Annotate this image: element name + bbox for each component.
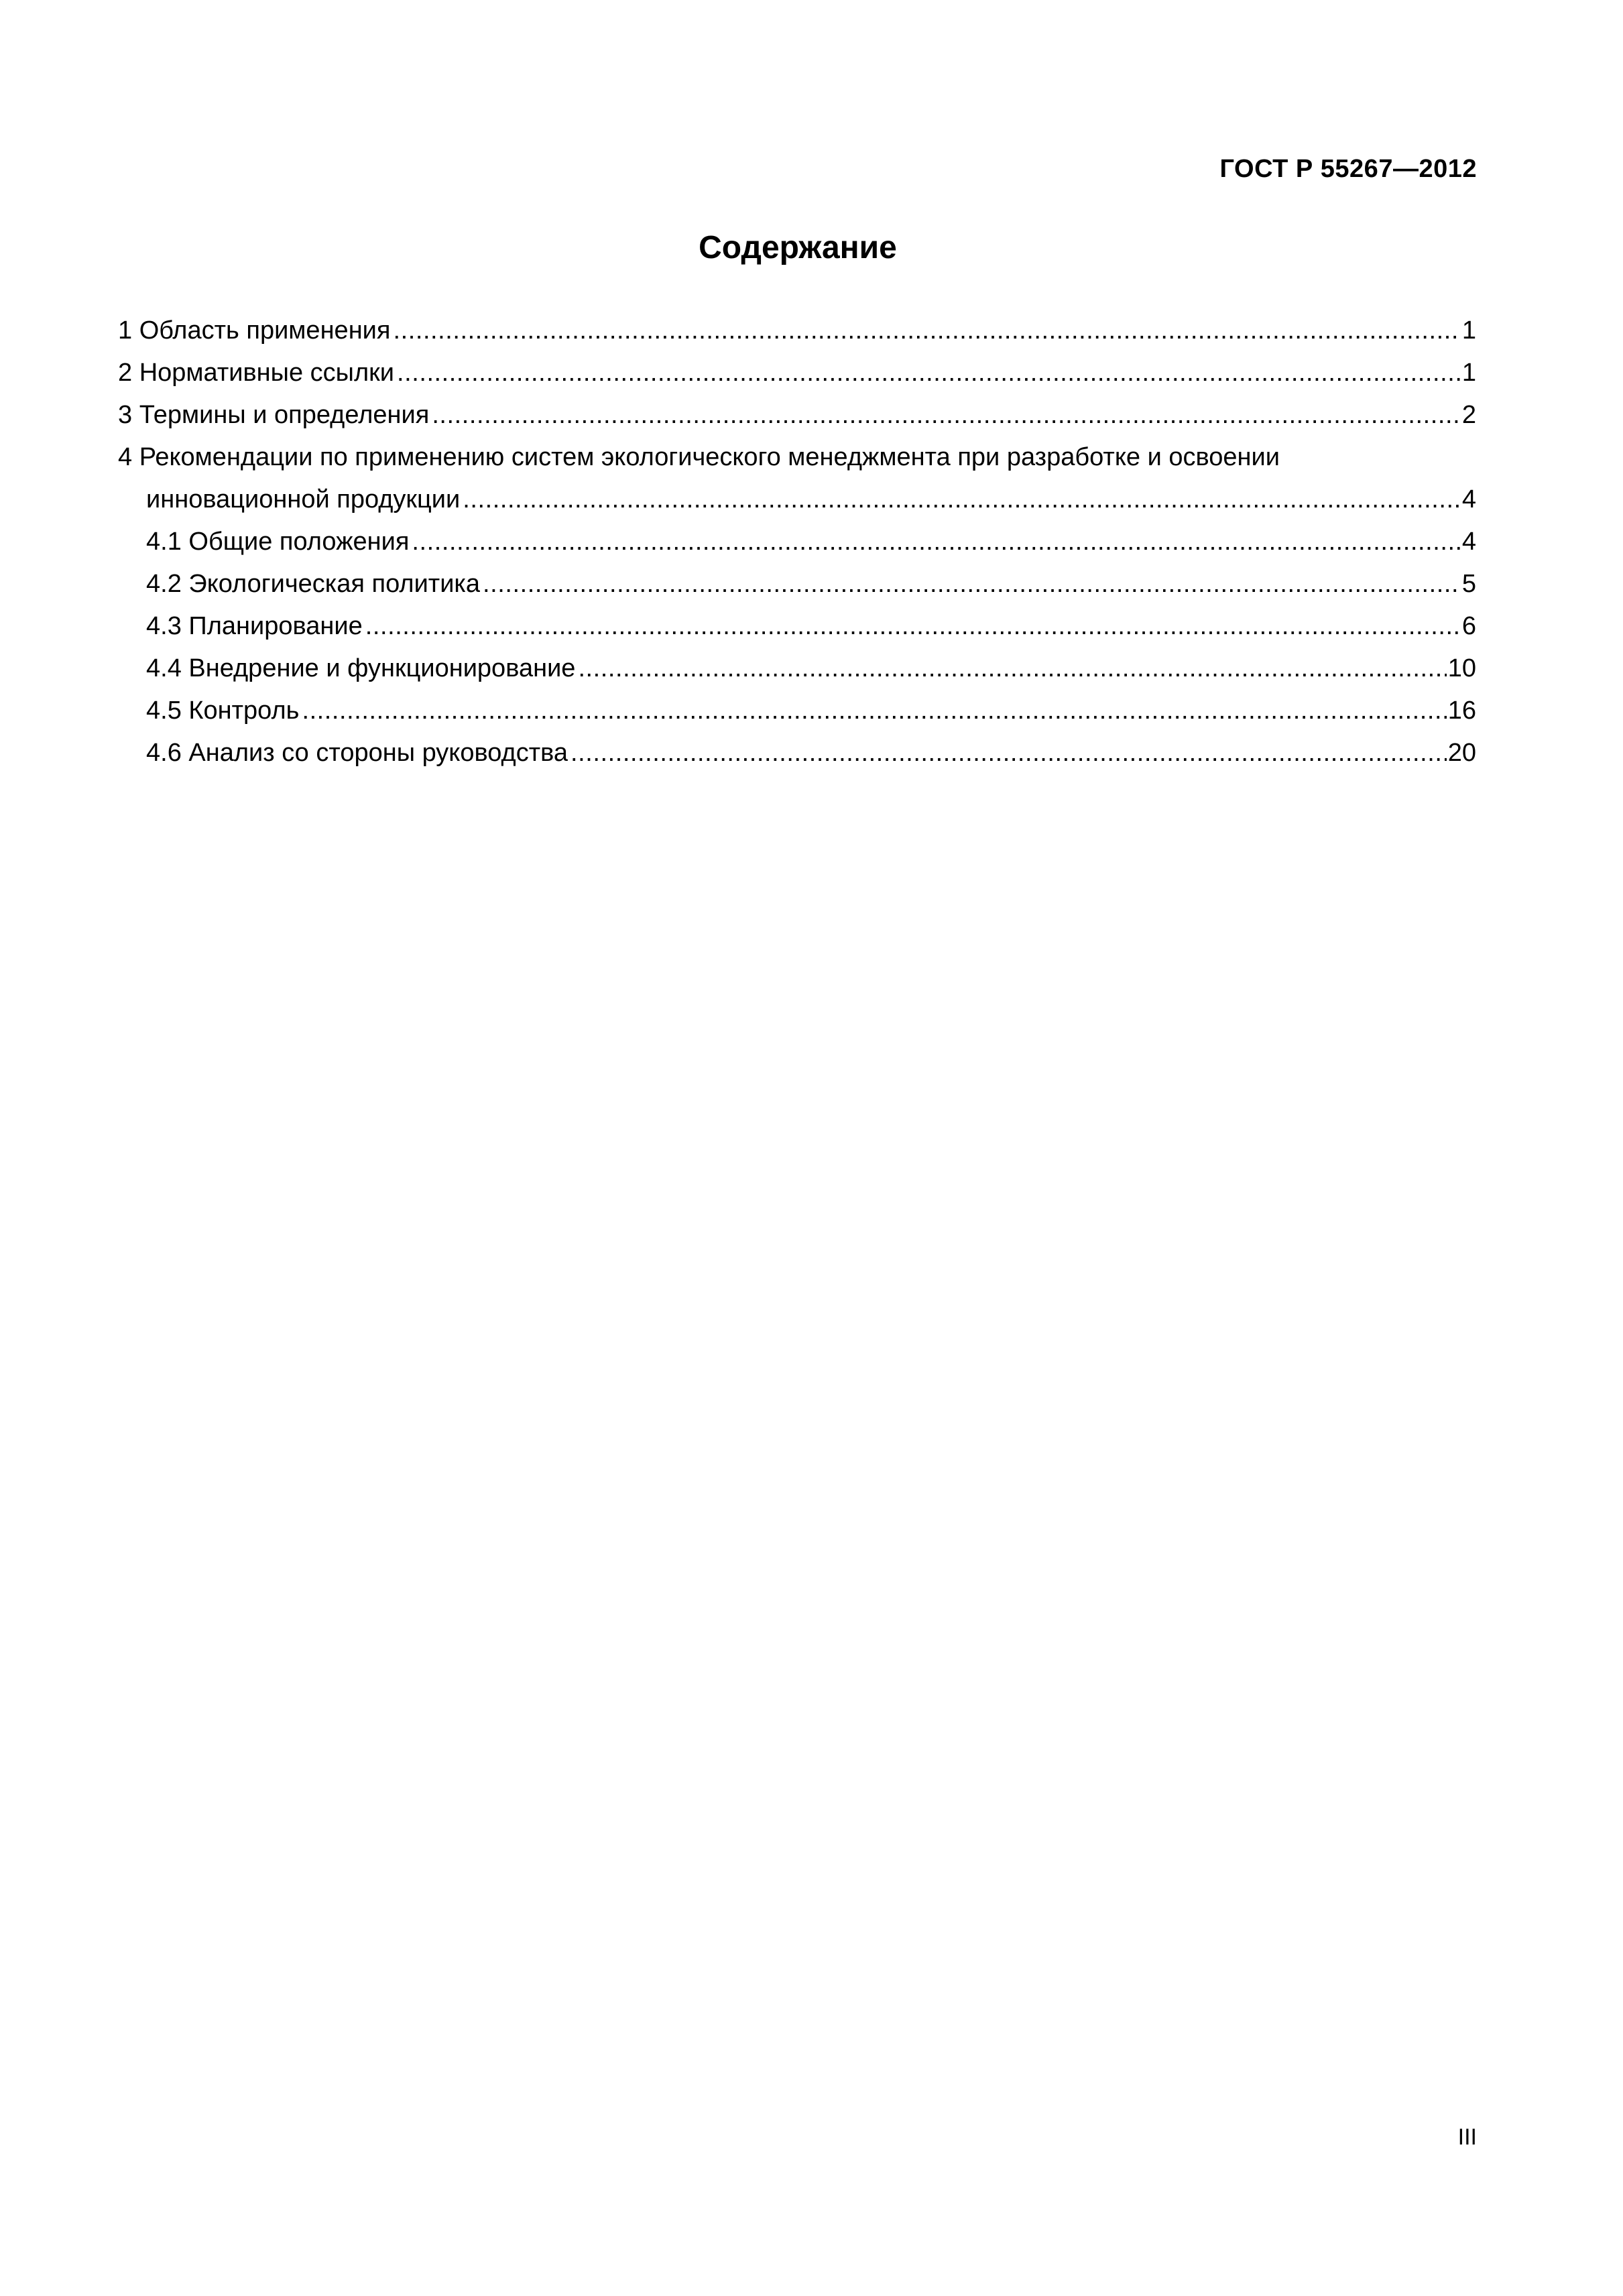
toc-entry-page: 4 (1461, 485, 1476, 513)
toc-entry-first-line[interactable] (118, 436, 1476, 479)
toc-entry-page: 5 (1461, 570, 1476, 598)
toc-entry[interactable] (118, 563, 1476, 605)
toc-entry-label: 1 Область применения (118, 316, 391, 345)
toc-entry-label: 4.1 Общие положения (146, 528, 410, 556)
toc-entry[interactable] (118, 394, 1476, 436)
toc-entry[interactable] (118, 732, 1476, 774)
dot-leader (302, 690, 1446, 732)
dot-leader (397, 352, 1461, 394)
toc-entry[interactable] (118, 479, 1476, 521)
toc-title: Содержание (699, 230, 897, 265)
dot-leader (483, 563, 1461, 605)
toc-entry-page: 4 (1461, 528, 1476, 556)
toc-entry[interactable] (118, 521, 1476, 563)
toc-entry-page: 2 (1461, 401, 1476, 429)
toc-entry[interactable] (118, 605, 1476, 648)
toc-entry-label: 4.3 Планирование (146, 612, 363, 640)
toc-entry-label-line1: 4 Рекомендации по применению систем экологического менеджмента при разработке и освоении (118, 443, 1280, 471)
toc-entry-label: 3 Термины и определения (118, 401, 430, 429)
toc-entry-page: 20 (1447, 739, 1476, 767)
dot-leader (365, 605, 1461, 648)
toc-entry[interactable] (118, 690, 1476, 732)
toc-entry-page: 10 (1447, 654, 1476, 682)
toc-entry-label: 4.5 Контроль (146, 697, 300, 725)
toc-entry-page: 16 (1447, 697, 1476, 725)
toc-entry[interactable] (118, 648, 1476, 690)
toc-entry-label: 2 Нормативные ссылки (118, 359, 394, 387)
toc-entry[interactable] (118, 352, 1476, 394)
document-code: ГОСТ Р 55267—2012 (1219, 155, 1477, 183)
toc-entry-page: 1 (1461, 359, 1476, 387)
dot-leader (412, 521, 1460, 563)
dot-leader (463, 479, 1461, 521)
dot-leader (432, 394, 1461, 436)
toc-entry-label: 4.6 Анализ со стороны руководства (146, 739, 568, 767)
toc-entry-label: 4.4 Внедрение и функционирование (146, 654, 576, 682)
page-number: III (1457, 2124, 1477, 2150)
toc-entry-label: 4.2 Экологическая политика (146, 570, 481, 598)
toc-entry-page: 1 (1461, 316, 1476, 345)
dot-leader (393, 310, 1460, 352)
toc-entry-label: инновационной продукции (146, 485, 461, 513)
toc-entry[interactable] (118, 310, 1476, 352)
toc-entry-page: 6 (1461, 612, 1476, 640)
dot-leader (578, 648, 1446, 690)
dot-leader (570, 732, 1447, 774)
table-of-contents (118, 310, 1476, 774)
